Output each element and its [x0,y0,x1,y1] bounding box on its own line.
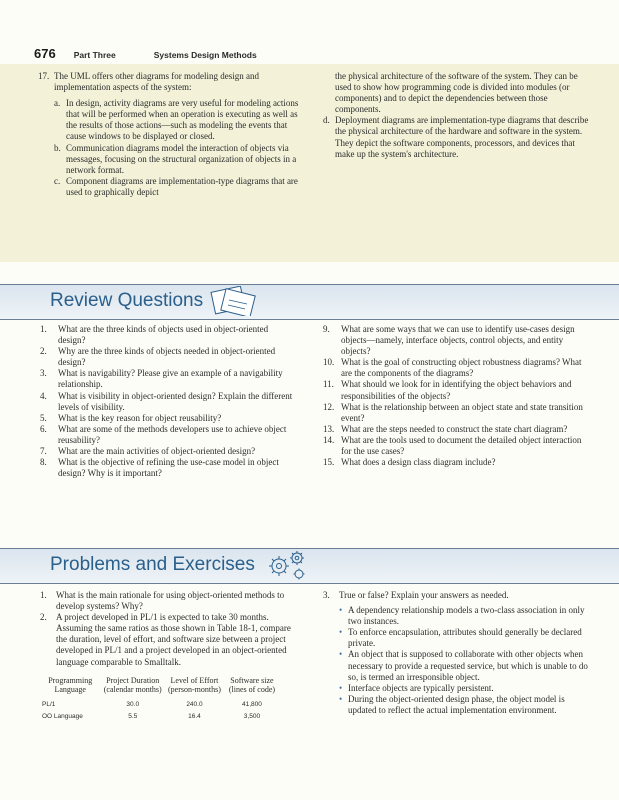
list-item: • An object that is supposed to collaborate with other objects when necessary to provide a requested service, but which is unable to do so, is termed an irresponsible object. [339,649,588,682]
item-text: The UML offers other diagrams for modeling design and implementation aspects of the system: [54,71,259,93]
review-question: 10. What is the goal of constructing object robustness diagrams? What are the components of the diagrams? [323,357,582,379]
review-question: 15. What does a design class diagram include? [323,457,496,468]
list-item: • A dependency relationship models a two-class association in only two instances. [339,605,585,627]
problem-2: 2. A project developed in PL/1 is expected to take 30 months. Assuming the same ratios as those shown in Table 18-1, compare the duration, level of effort, and software size between a project developed in PL/1 and a project developed in an object-oriented language comparable to Smalltalk. [40,612,291,667]
page-header [34,46,257,62]
review-question: 12. What is the relationship between an object state and state transition event? [323,401,583,423]
bullet-icon: • [339,649,343,660]
item-number: 17. [38,71,50,81]
table-row: PL/1 30.0 240.0 41,800 [42,700,262,708]
notepad-icon [209,286,261,316]
gears-icon [261,548,313,582]
table-header: Level of Effort (person-months) [168,675,221,695]
part-title: Systems Design Methods [153,50,257,60]
review-question: 4. What is visibility in object-oriented design? Explain the different levels of visibility. [40,390,293,412]
table-header: Programming Language [48,675,93,695]
list-item: • To enforce encapsulation, attributes should generally be declared private. [339,627,582,649]
problems-right [323,590,593,716]
review-question: 5. What is the key reason for object reusability? [40,412,222,423]
sub-item-c: c. Component diagrams are implementation-type diagrams that are used to graphically depict [54,175,298,197]
problems-exercises-header [0,548,619,582]
review-questions-right [323,324,593,468]
review-question: 7. What are the main activities of object-oriented design? [40,446,256,457]
sub-item-a: a. In design, activity diagrams are very useful for modeling actions that will be performed when an operation is executing as well as the results of those actions—such as modeling the events that cause windows to be displayed or closed. [54,98,299,142]
review-question: 2. Why are the three kinds of objects needed in object-oriented design? [40,346,276,368]
review-questions-left [40,324,296,479]
true-false-list [339,605,593,716]
project-comparison-table [40,676,280,722]
sub-item-c-continued: the physical architecture of the software of the system. They can be used to show how programming code is divided into modules (or components) and to depict the dependencies between those components. [335,71,578,115]
table-header: Project Duration (calendar months) [103,675,162,695]
bullet-icon: • [339,682,343,693]
page-number: 676 [34,46,56,61]
sub-item-b: b. Communication diagrams model the interaction of objects via messages, focusing on the structural organization of objects in a network format. [54,142,297,175]
summary-left-column [38,71,304,198]
problems-left [40,590,300,722]
review-questions-header [0,284,619,318]
list-item: • Interface objects are typically persistent. [339,682,494,693]
bullet-icon: • [339,605,343,616]
part-label: Part Three [73,50,116,60]
problem-3: 3. True or false? Explain your answers as needed. [323,590,509,600]
review-question: 3. What is navigability? Please give an example of a navigability relationship. [40,368,283,390]
review-question: 9. What are some ways that we can use to identify use-cases design objects—namely, interface objects, control objects, and entity objects? [323,324,575,357]
review-question: 1. What are the three kinds of objects used in object-oriented design? [40,324,269,346]
table-row: OO Language 5.5 16.4 3,500 [42,713,261,721]
summary-right-column [323,71,593,160]
review-questions-title: Review Questions [50,290,204,311]
list-item: • During the object-oriented design phase, the object model is updated to reflect the actual implementation environment. [339,693,565,715]
review-question: 6. What are some of the methods developers use to achieve object reusability? [40,423,287,445]
review-question: 14. What are the tools used to document the detailed object interaction for the use cases? [323,434,582,457]
review-question: 13. What are the steps needed to construct the state chart diagram? [323,423,568,434]
summary-item-17 [38,71,304,93]
table-header: Software size (lines of code) [228,675,276,695]
review-question: 11. What should we look for in identifying the object behaviors and responsibilities of the objects? [323,379,572,401]
bullet-icon: • [339,693,343,704]
sub-item-d: d. Deployment diagrams are implementation-type diagrams that describe the physical architecture of the hardware and software in the system. They depict the software components, processors, and devices that make up the system's architecture. [323,115,589,159]
problems-exercises-title: Problems and Exercises [50,554,255,575]
bullet-icon: • [339,627,343,638]
review-question: 8. What is the objective of refining the use-case model in object design? Why is it important? [40,457,279,479]
problem-1: 1. What is the main rationale for using object-oriented methods to develop systems? Why? [40,590,285,612]
